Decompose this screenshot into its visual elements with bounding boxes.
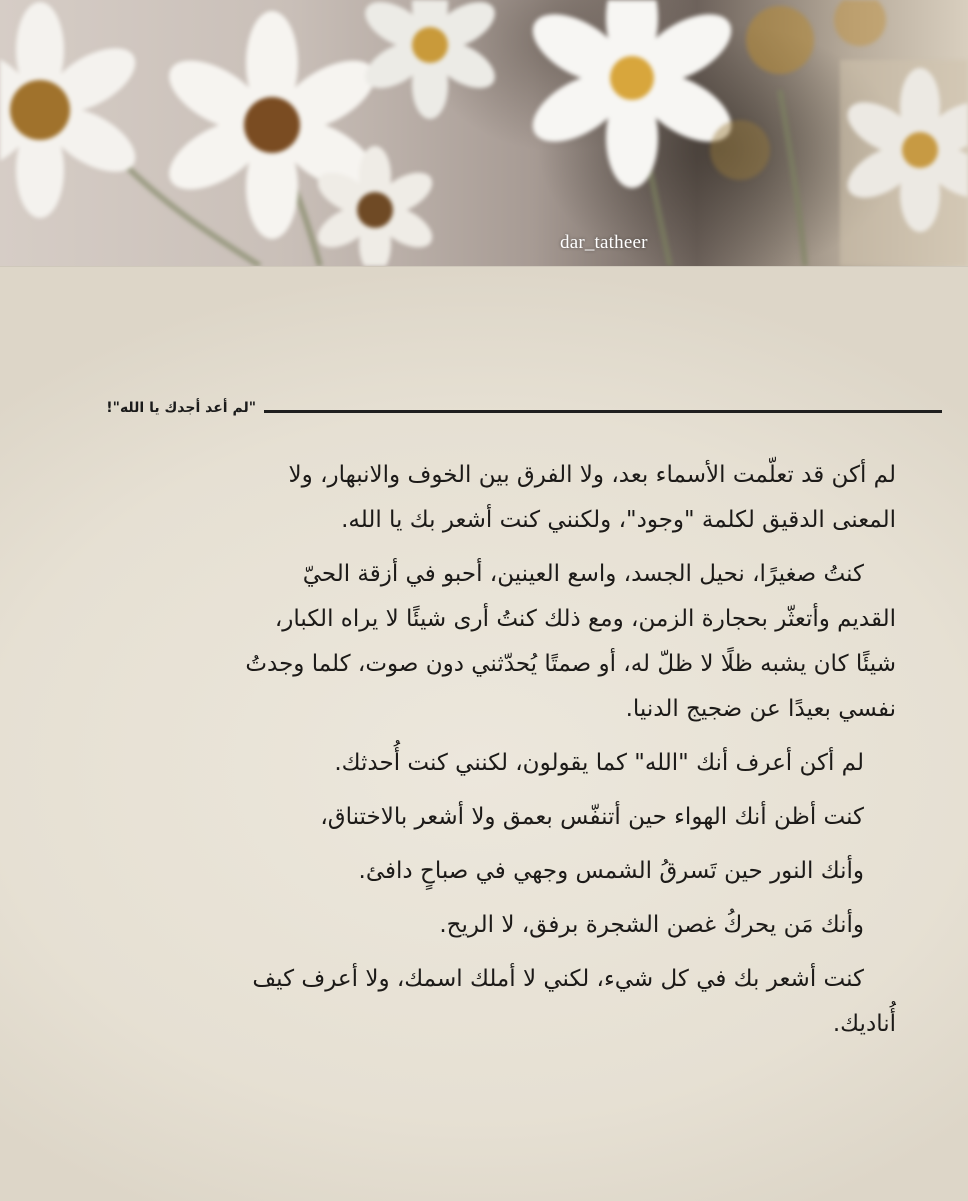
book-page bbox=[0, 266, 968, 1201]
text-line: وأنك مَن يحركُ غصن الشجرة برفق، لا الريح. bbox=[439, 912, 864, 938]
watermark-handle: dar_tatheer bbox=[560, 232, 648, 253]
text-line: كنت أظن أنك الهواء حين أتنفّس بعمق ولا أشعر بالاختناق، bbox=[320, 804, 864, 830]
text-line: أُناديك. bbox=[832, 1011, 896, 1037]
page-body bbox=[60, 453, 896, 1047]
text-line: نفسي بعيدًا عن ضجيج الدنيا. bbox=[625, 696, 896, 722]
text-line: شيئًا كان يشبه ظلًا لا ظلّ له، أو صمتًا يُحدّثني دون صوت، كلما وجدتُ bbox=[245, 651, 896, 677]
text-line: لم أكن قد تعلّمت الأسماء بعد، ولا الفرق بين الخوف والانبهار، ولا bbox=[288, 462, 896, 488]
text-line: المعنى الدقيق لكلمة "وجود"، ولكنني كنت أشعر بك يا الله. bbox=[341, 507, 896, 533]
flower-photo bbox=[0, 0, 968, 266]
text-line: وأنك النور حين تَسرقُ الشمس وجهي في صباحٍ دافئ. bbox=[358, 858, 864, 884]
running-head: "لم أعد أجدك يا الله"! bbox=[106, 400, 256, 416]
text-line: لم أكن أعرف أنك "الله" كما يقولون، لكنني كنت أُحدثك. bbox=[334, 750, 864, 776]
text-line: كنتُ صغيرًا، نحيل الجسد، واسع العينين، أحبو في أزقة الحيّ bbox=[302, 561, 864, 587]
text-line: كنت أشعر بك في كل شيء، لكني لا أملك اسمك، ولا أعرف كيف bbox=[252, 966, 864, 992]
header-rule bbox=[264, 410, 942, 413]
text-line: القديم وأتعثّر بحجارة الزمن، ومع ذلك كنتُ أرى شيئًا لا يراه الكبار، bbox=[274, 606, 896, 632]
daisy-flowers-image bbox=[0, 0, 968, 266]
